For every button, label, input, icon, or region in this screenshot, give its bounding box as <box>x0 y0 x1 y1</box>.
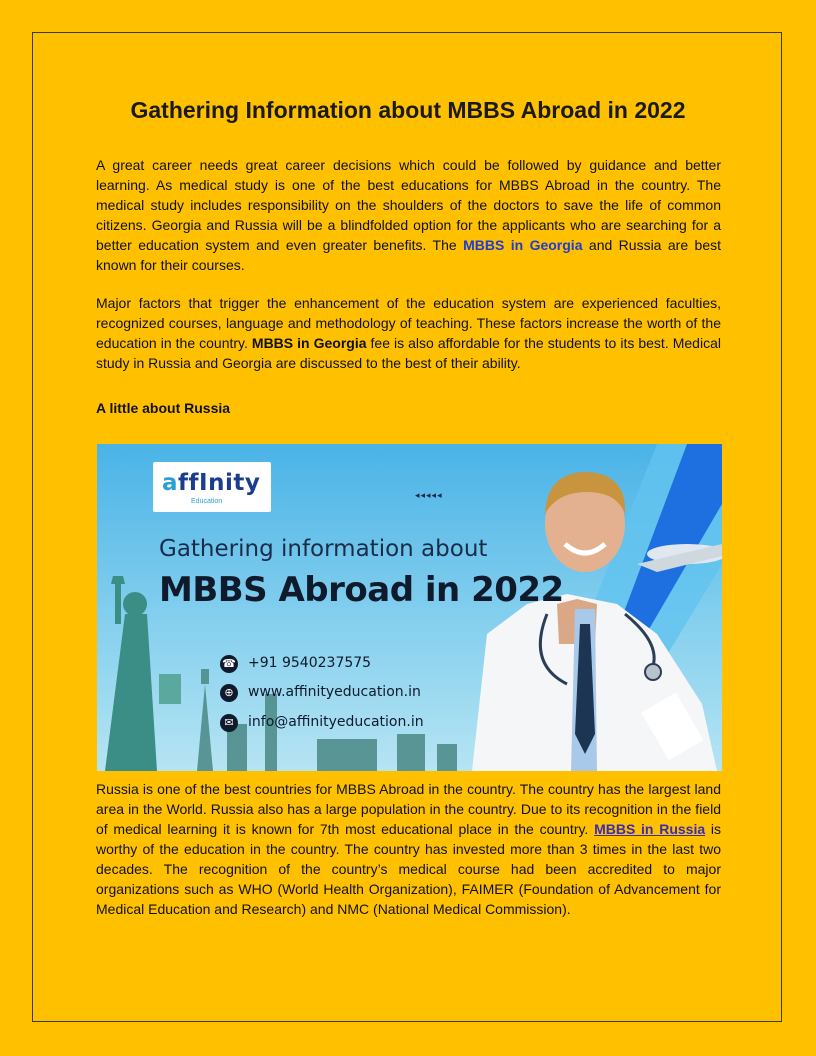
russia-text-end: is worthy of the education in the country. The country has invested more than 3 times in the last two decades. The recognition of the country’s medical course had been accredited to major organizations such as WHO (World Health Organization), FAIMER (Foundation of Advancement for Medical Education and Research) and NMC (National Medical Commission). <box>96 821 721 917</box>
banner-title: MBBS Abroad in 2022 <box>159 570 564 610</box>
mail-icon: ✉ <box>220 714 238 732</box>
arrow-decoration: ◂◂◂◂◂ <box>415 490 443 500</box>
banner-website: www.affinityeducation.in <box>248 684 421 700</box>
russia-subheading: A little about Russia <box>96 400 231 416</box>
factors-text-start: Major factors that trigger the enhancement of the education system are experienced faculties, recognized courses, language and methodology of teaching. These factors increase the worth of the education in the country. <box>96 295 721 351</box>
mbbs-georgia-bold: MBBS in Georgia <box>251 335 367 351</box>
page-title: Gathering Information about MBBS Abroad in 2022 <box>130 97 686 123</box>
promo-banner-image <box>97 444 722 771</box>
mbbs-russia-link[interactable]: MBBS in Russia <box>594 821 706 837</box>
banner-email: info@affinityeducation.in <box>248 714 424 730</box>
factors-paragraph <box>96 293 721 373</box>
intro-paragraph <box>96 155 721 275</box>
affinity-logo <box>153 462 271 512</box>
globe-icon: ⊕ <box>220 684 238 702</box>
logo-subtitle: Education <box>191 498 223 505</box>
phone-icon: ☎ <box>220 655 238 673</box>
factors-text-end: fee is also affordable for the students to its best. Medical study in Russia and Georgia are discussed to the best of their ability. <box>96 335 721 371</box>
banner-headline: Gathering information about <box>159 536 488 562</box>
intro-text-end: and Russia are best known for their courses. <box>96 237 722 273</box>
banner-phone: +91 9540237575 <box>248 655 372 671</box>
logo-wordmark: affInity <box>162 470 261 496</box>
russia-paragraph <box>96 779 721 919</box>
mbbs-georgia-link[interactable]: MBBS in Georgia <box>463 237 583 253</box>
intro-text-start: A great career needs great career decisions which could be followed by guidance and better learning. As medical study is one of the best educations for MBBS Abroad in the country. The medical study includes responsibility on the shoulders of the doctors to save the life of common citizens. Georgia and Russia will be a blindfolded option for the applicants who are searching for a better education system and even greater benefits. The <box>96 157 721 253</box>
russia-text-start: Russia is one of the best countries for MBBS Abroad in the country. The country has the largest land area in the World. Russia also has a large population in the country. Due to its recognition in the field of medical learning it is known for 7th most educational place in the country. <box>96 781 721 837</box>
